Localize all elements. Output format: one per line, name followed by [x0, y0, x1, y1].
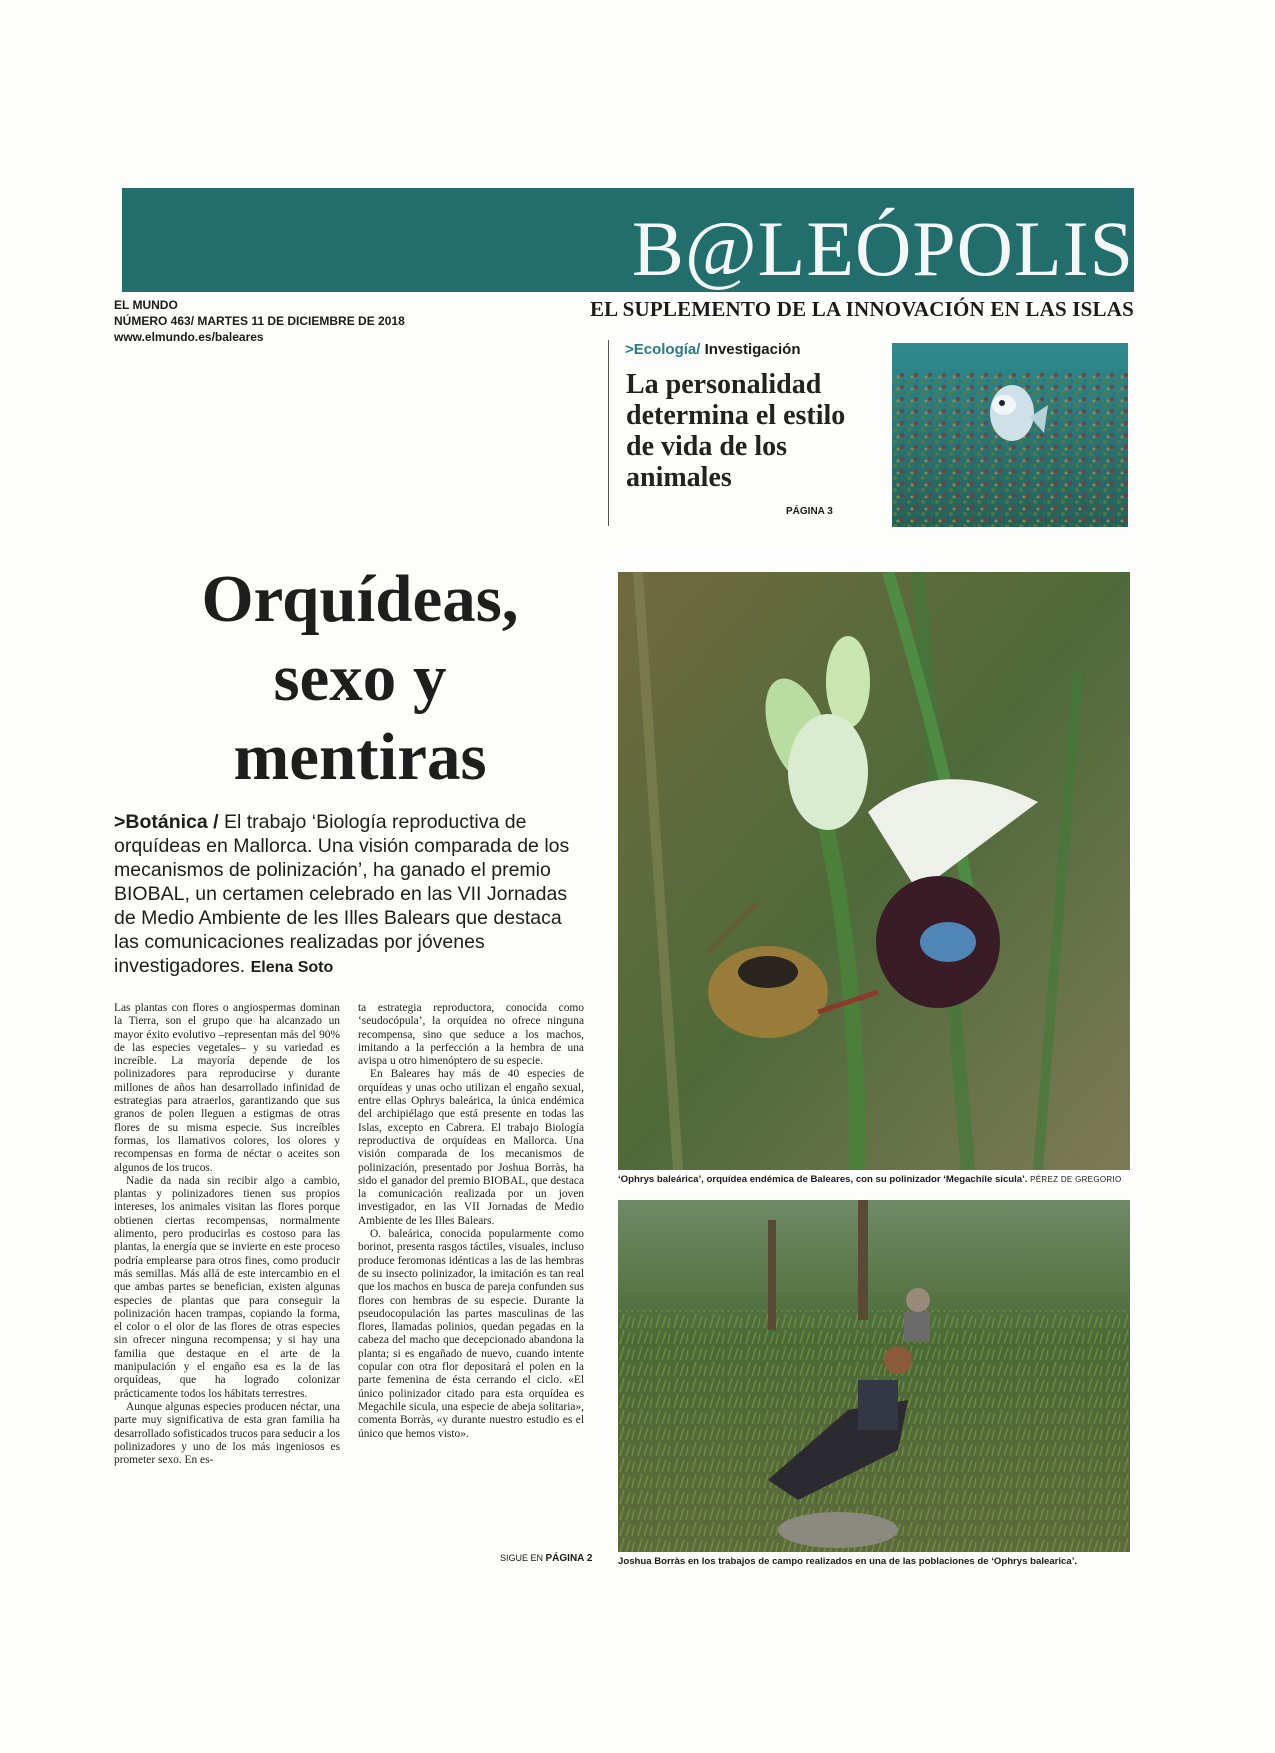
body-paragraph: ta estrategia reproductora, conocida como ‘seudocópula’, la orquídea no ofrece ninguna recompensa, sino que seduce a los machos, imitando a la perfección a la hembra de una avispa u otro himenóptero de su especie. [358, 1002, 584, 1068]
continued-ref [500, 1553, 592, 1564]
orchid-bee-photo [618, 572, 1130, 1170]
supplement-tagline: EL SUPLEMENTO DE LA INNOVACIÓN EN LAS ISLAS [589, 297, 1134, 321]
body-paragraph: Aunque algunas especies producen néctar, una parte muy significativa de esta gran familia ha desarrollado sofisticados trucos para seducir a los polinizadores y uno de los más ingeniosos es prometer sexo. En es- [114, 1400, 340, 1467]
body-column-1 [114, 1002, 340, 1467]
body-paragraph: Nadie da nada sin recibir algo a cambio, plantas y polinizadores tienen sus propios intereses, los animales visitan las flores porque obtienen ciertas recompensas, normalmente alimento, pero producirlas es costoso para las plantas, la energía que se invierte en este proceso podría emplearse para otros fines, como producir más semillas. Más allá de este intercambio en el que ambas partes se benefician, existen algunas especies de plantas que para conseguir la polinización hacen trampas, copiando la forma, el color o el olor de las flores de otras especies sin ofrecer ninguna recompensa; y si hay una familia que destaque en el arte de la manipulación y el engaño esa es la de las orquídeas, que ha logrado colonizar prácticamente todos los hábitats terrestres. [114, 1174, 340, 1400]
body-paragraph: Las plantas con flores o angiospermas dominan la Tierra, son el grupo que ha alcanzado un mayor éxito evolutivo –representan más del 90% de las especies vegetales– y su variedad es increíble. La mayoría depende de los polinizadores para reproducirse y durante millones de años han desarrollado infinidad de estrategias para atraerlos, garantizando que sus granos de polen lleguen a estigmas de otras flores de su misma especie. Sus increíbles formas, los llamativos colores, los olores y recompensas en forma de néctar o aceites son algunos de los trucos. [114, 1002, 340, 1174]
issue-date: NÚMERO 463/ MARTES 11 DE DICIEMBRE DE 2018 [114, 314, 405, 328]
continued-page: PÁGINA 2 [545, 1553, 593, 1564]
headline-line: mentiras [233, 720, 487, 794]
site-url[interactable]: www.elmundo.es/baleares [114, 330, 264, 344]
fish-photo [892, 343, 1128, 527]
teaser-kicker [625, 341, 800, 358]
issue-info [114, 297, 405, 345]
teaser-section: >Ecología/ [625, 341, 701, 358]
teaser-title[interactable]: La personalidad determina el estilo de vida de los animales [626, 369, 846, 493]
headline-line: Orquídeas, [201, 562, 519, 636]
photo-caption-1 [618, 1174, 1138, 1185]
continued-prefix: SIGUE EN [500, 1553, 546, 1563]
body-column-2 [358, 1002, 584, 1441]
brand-title: B@LEÓPOLIS [631, 205, 1134, 292]
fieldwork-photo [618, 1200, 1130, 1552]
teaser-subsection: Investigación [700, 341, 801, 358]
author-byline: Elena Soto [250, 959, 334, 976]
body-paragraph: En Baleares hay más de 40 especies de orquídeas y unas ocho utilizan el engaño sexual, entre ellas Ophrys baleárica, la única endémica del archipiélago que está presente en todas las Islas, excepto en Cabrera. El trabajo Biología reproductiva de orquídeas en Mallorca. Una visión comparada de los mecanismos de polinización, presentado por Joshua Borràs, ha sido el ganador del premio BIOBAL, que destaca la comunicación realizada por un joven investigador, en las VII Jornadas de Medio Ambiente de les Illes Balears. [358, 1068, 584, 1227]
headline-line: sexo y [273, 641, 447, 715]
caption-text: ‘Ophrys baleárica’, orquídea endémica de Baleares, con su polinizador ‘Megachile sicula’. [618, 1174, 1028, 1185]
teaser-divider [608, 340, 609, 526]
teaser-page-ref: PÁGINA 3 [786, 506, 833, 517]
photo-credit: PÉREZ DE GREGORIO [1030, 1175, 1122, 1184]
lede-section: >Botánica / [114, 811, 219, 833]
article-headline [150, 560, 570, 797]
photo-caption-2: Joshua Borràs en los trabajos de campo realizados en una de las poblaciones de ‘Ophrys balearica’. [618, 1556, 1078, 1567]
paper-name: EL MUNDO [114, 298, 178, 312]
article-lede [114, 810, 574, 980]
body-paragraph: O. baleárica, conocida popularmente como borinot, presenta rasgos táctiles, visuales, incluso produce feromonas idénticas a las de las hembras de su insecto polinizador, la imitación es tan real que los machos en busca de pareja confunden sus flores con hembras de su especie. Durante la pseudocopulación las partes masculinas de las flores, llamadas polinios, quedan pegadas en la cabeza del macho que decepcionado abandona la planta; si es engañado de nuevo, cuando intente copular con otra flor depositará el polen en la parte femenina de ésta cerrando el ciclo. «El único polinizador citado para esta orquídea es Megachile sicula, una especie de abeja solitaria», comenta Borràs, «y durante nuestro estudio es el único que hemos visto». [358, 1228, 584, 1440]
lede-text: El trabajo ‘Biología reproductiva de orquídeas en Mallorca. Una visión comparada de los mecanismos de polinización’, ha ganado el premio BIOBAL, un certamen celebrado en las VII Jornadas de Medio Ambiente de les Illes Balears que destaca las comunicaciones realizadas por jóvenes investigadores. [114, 811, 570, 977]
